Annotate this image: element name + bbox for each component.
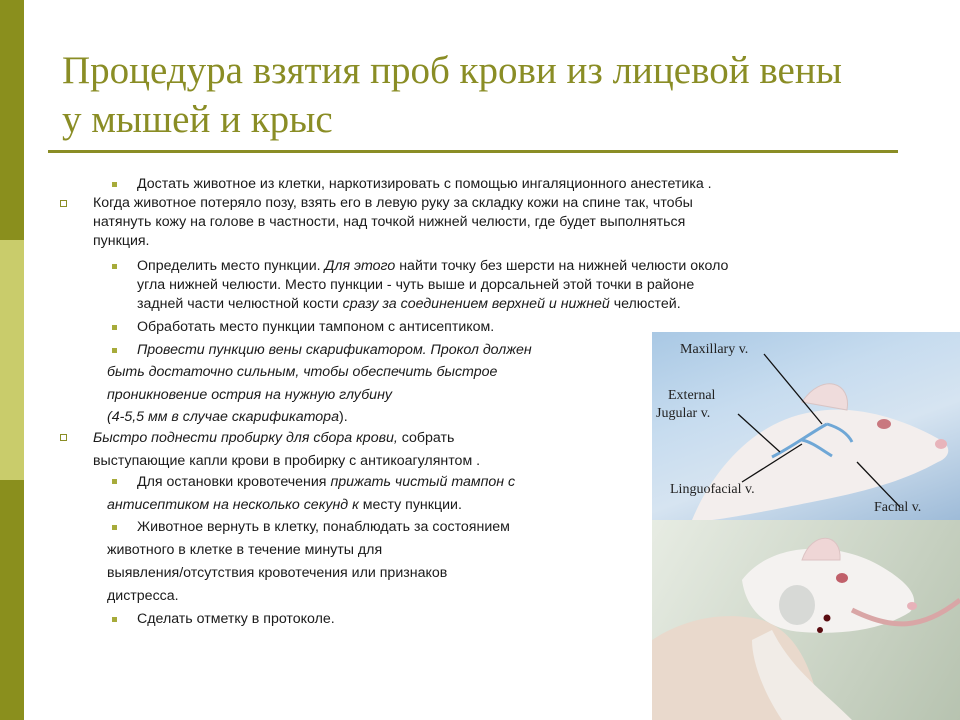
external-jugular-label-line1: External <box>668 388 716 403</box>
title-line-1: Процедура взятия проб крови из лицевой вены <box>62 49 842 92</box>
square-bullet-icon <box>112 617 117 622</box>
bullet-text: Животное вернуть в клетку, понаблюдать за состоянием <box>137 519 510 535</box>
mouse-in-hand-illustration <box>652 520 960 720</box>
bullet-text: антисептиком на несколько секунд к месту пункции. <box>107 497 462 513</box>
mouse-vein-anatomy-photo <box>652 332 960 520</box>
square-bullet-icon <box>112 479 117 484</box>
bullet-text: дистресса. <box>107 588 179 604</box>
square-bullet-icon <box>112 264 117 269</box>
square-bullet-icon <box>112 525 117 530</box>
bullet-text: выступающие капли крови в пробирку с антикоагулянтом . <box>93 453 481 469</box>
bullet-text: задней части челюстной кости сразу за соединением верхней и нижней челюстей. <box>137 296 681 312</box>
bullet-text: Провести пункцию вены скарификатором. Прокол должен <box>137 342 532 358</box>
mouse-held-photo <box>652 520 960 720</box>
bar-segment-middle <box>0 240 24 480</box>
square-bullet-icon <box>112 348 117 353</box>
bar-segment-bottom <box>0 480 24 720</box>
slide-title <box>62 46 922 144</box>
hollow-square-bullet-icon <box>60 434 67 441</box>
bullet-text: Достать животное из клетки, наркотизировать с помощью ингаляционного анестетика . <box>137 176 712 192</box>
bullet-text: быть достаточно сильным, чтобы обеспечить быстрое <box>107 364 498 380</box>
bar-segment-top <box>0 0 24 240</box>
bullet-text: Для остановки кровотечения прижать чистый тампон с <box>137 474 516 490</box>
bullet-text: натянуть кожу на голове в частности, над точкой нижней челюсти, где будет выполняться <box>93 214 686 230</box>
bullet-text: Обработать место пункции тампоном с антисептиком. <box>137 319 495 335</box>
hollow-square-bullet-icon <box>60 200 67 207</box>
left-decorative-bar <box>0 0 24 720</box>
square-bullet-icon <box>112 325 117 330</box>
bullet-text: Сделать отметку в протоколе. <box>137 611 335 627</box>
bullet-text: проникновение острия на нужную глубину <box>107 387 392 403</box>
external-jugular-label-line2: Jugular v. <box>656 406 711 421</box>
bullet-text: пункция. <box>93 233 150 249</box>
bullet-text: Быстро поднести пробирку для сбора крови, собрать <box>93 430 455 446</box>
bullet-text: угла нижней челюсти. Место пункции - чуть выше и дорсальней этой точки в районе <box>137 277 695 293</box>
bullet-text: животного в клетке в течение минуты для <box>107 542 383 558</box>
maxillary-vein-label: Maxillary v. <box>680 342 749 357</box>
title-underline <box>48 150 898 153</box>
facial-vein-label: Facial v. <box>874 500 922 515</box>
title-line-2: у мышей и крыс <box>62 98 333 141</box>
bullet-text: выявления/отсутствия кровотечения или признаков <box>107 565 448 581</box>
bullet-text: Когда животное потеряло позу, взять его в левую руку за складку кожи на спине так, чтобы <box>93 195 693 211</box>
square-bullet-icon <box>112 182 117 187</box>
bullet-text: (4-5,5 мм в случае скарификатора). <box>107 409 348 425</box>
bullet-text: Определить место пункции. Для этого найти точку без шерсти на нижней челюсти около <box>137 258 729 274</box>
linguofacial-vein-label: Linguofacial v. <box>670 482 755 497</box>
